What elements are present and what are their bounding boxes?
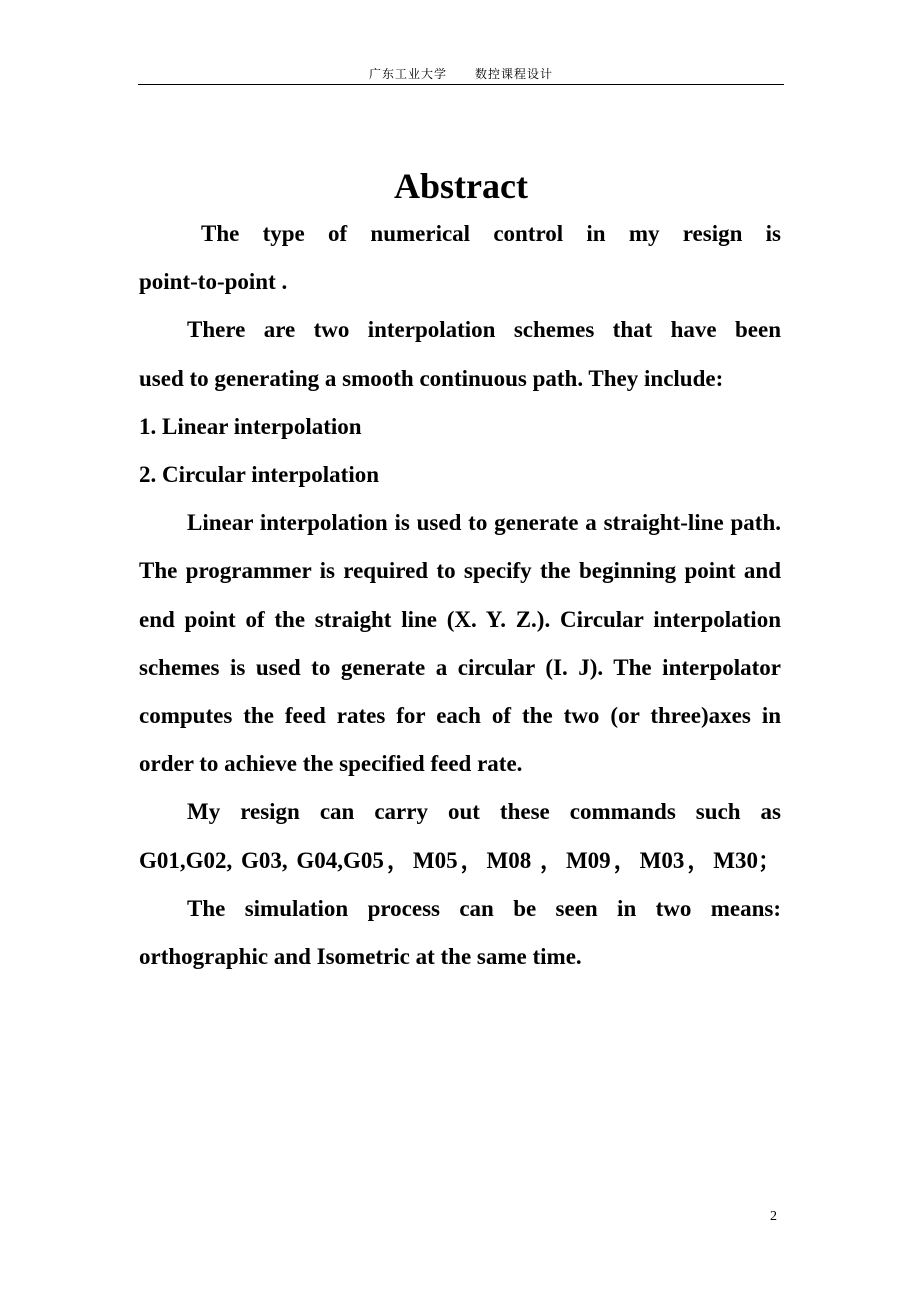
- paragraph-1-line-2: point-to-point .: [139, 269, 288, 295]
- document-body: [139, 210, 781, 981]
- list-item-circular: 2. Circular interpolation: [139, 462, 380, 488]
- header-university: 广东工业大学: [368, 67, 447, 81]
- paragraph-4-line-2: G01,G02, G03, G04,G05，M05，M08 ，M09，M03，M30；: [139, 847, 781, 873]
- paragraph-3: Linear interpolation is used to generate a straight-line path. The programmer is required to specify the beginning point and end point of the straight line (X. Y. Z.). Circular interpolation schemes is used to generate a circular (I. J). The interpolator computes the feed rates for each of the two (or three)axes in order to achieve the specified feed rate.: [139, 510, 781, 777]
- header-course: 数控课程设计: [475, 67, 554, 81]
- paragraph-4-line-1: My resign can carry out these commands such as: [187, 799, 781, 825]
- list-item-linear: 1. Linear interpolation: [139, 413, 362, 439]
- paragraph-2-line-1: There are two interpolation schemes that have been: [187, 317, 781, 343]
- paragraph-5-line-1: The simulation process can be seen in two means:: [187, 895, 781, 921]
- page-title: Abstract: [394, 166, 528, 206]
- paragraph-5-line-2: orthographic and Isometric at the same time.: [139, 944, 582, 970]
- page-header: [138, 66, 784, 85]
- page-number: 2: [770, 1209, 777, 1224]
- paragraph-1-line-1: The type of numerical control in my resign is: [201, 221, 781, 246]
- paragraph-2-line-2: used to generating a smooth continuous path. They include:: [139, 365, 724, 391]
